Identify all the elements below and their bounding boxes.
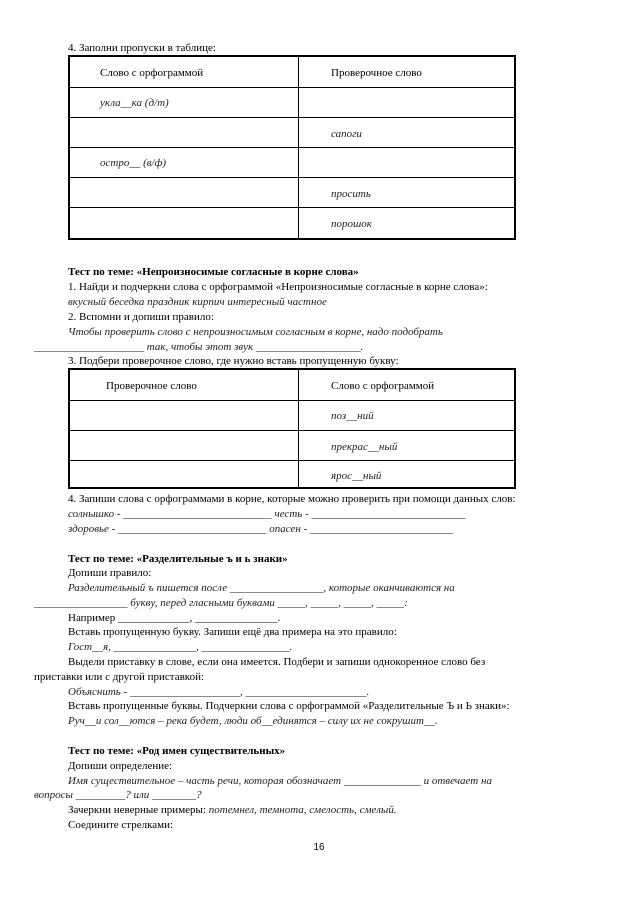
test3-connect: Соедините стрелками: — [68, 819, 174, 831]
test1-question-1: 1. Найди и подчеркни слова с орфограммой «Непроизносимые согласные в корне слова»: — [68, 281, 488, 293]
table-row — [70, 117, 514, 148]
table-cell[interactable]: ярос__ный — [331, 470, 382, 482]
test2-example: Например _____________, _______________. — [68, 612, 281, 624]
test2-underline-line: Руч__и сол__ются – река будет, люди об__единятся – силу их не сокрушит__. — [68, 715, 438, 727]
table-row — [70, 177, 514, 208]
table-row — [70, 460, 514, 488]
test3-title: Тест по теме: «Род имен существительных» — [68, 745, 286, 757]
table-cell[interactable]: просить — [331, 188, 371, 200]
table-row — [70, 400, 514, 431]
test3-cross-task — [68, 803, 397, 817]
test2-insert-line: Гост__я, _______________, ________________. — [68, 641, 293, 653]
table-header-row — [70, 370, 514, 400]
table-row — [70, 147, 514, 178]
check-word-table-1 — [68, 55, 516, 240]
test3-cross-task-label: Зачеркни неверные примеры: — [68, 804, 206, 816]
test1-question-2: 2. Вспомни и допиши правило: — [68, 311, 214, 323]
test3-def-line-1: Имя существительное – часть речи, которая обозначает ______________ и отвечает на — [68, 775, 492, 787]
test2-rule-line-2: _________________ букву, перед гласными буквами _____, _____, _____, _____: — [34, 597, 408, 609]
table-cell[interactable]: поз__ний — [331, 410, 374, 422]
test1-title: Тест по теме: «Непроизносимые согласные в корне слова» — [68, 266, 359, 278]
test1-answer-line-2: здоровье - ___________________________ опасен - __________________________ — [68, 523, 454, 535]
test2-prefix-task-line-1: Выдели приставку в слове, если она имеется. Подбери и запиши однокоренное слово без — [68, 656, 486, 668]
test1-question-4: 4. Запиши слова с орфограммами в корне, которые можно проверить при помощи данных слов: — [68, 493, 516, 505]
check-word-table-2 — [68, 368, 516, 489]
table-row — [70, 207, 514, 239]
test2-rule-intro: Допиши правило: — [68, 567, 152, 579]
table-cell[interactable]: порошок — [331, 218, 372, 230]
table-row — [70, 87, 514, 118]
test3-cross-task-words: потемнел, темнота, смелость, смелый. — [206, 804, 397, 816]
table-header-cell: Проверочное слово — [331, 67, 422, 79]
test2-prefix-task-line-2: приставки или с другой приставкой: — [34, 671, 205, 683]
test2-prefix-line: Объяснить - ____________________, ______________________. — [68, 686, 370, 698]
test2-underline-task: Вставь пропущенные буквы. Подчеркни слова с орфограммой «Разделительные Ъ и Ь знаки»: — [68, 700, 510, 712]
task4-header: 4. Заполни пропуски в таблице: — [68, 42, 216, 54]
test1-word-list: вкусный беседка праздник кирпич интересный частное — [68, 296, 327, 308]
table-cell[interactable]: укла__ка (д/т) — [100, 97, 169, 109]
test1-question-3: 3. Подбери проверочное слово, где нужно вставь пропущенную букву: — [68, 355, 399, 367]
test1-answer-line-1: солнышко - ___________________________ честь - ____________________________ — [68, 508, 466, 520]
test1-rule-line-2: ____________________ так, чтобы этот звук ___________________. — [34, 341, 364, 353]
test3-def-intro: Допиши определение: — [68, 760, 173, 772]
table-row — [70, 430, 514, 461]
table-cell[interactable]: прекрас__ный — [331, 441, 398, 453]
table-cell[interactable]: сапоги — [331, 128, 362, 140]
table-header-cell: Слово с орфограммой — [100, 67, 204, 79]
page-number: 16 — [313, 842, 325, 853]
test3-def-line-2: вопросы _________? или ________? — [34, 789, 202, 801]
test2-insert-task: Вставь пропущенную букву. Запиши ещё два примера на это правило: — [68, 626, 397, 638]
test2-title: Тест по теме: «Разделительные ъ и ь знаки» — [68, 553, 288, 565]
test2-rule-line-1: Разделительный ъ пишется после _________________, которые оканчиваются на — [68, 582, 455, 594]
table-header-cell: Слово с орфограммой — [331, 380, 435, 392]
table-header-cell: Проверочное слово — [106, 380, 197, 392]
test1-rule-line-1: Чтобы проверить слово с непроизносимым согласным в корне, надо подобрать — [68, 326, 443, 338]
table-header-row — [70, 57, 514, 87]
table-cell[interactable]: остро__ (в/ф) — [100, 157, 167, 169]
